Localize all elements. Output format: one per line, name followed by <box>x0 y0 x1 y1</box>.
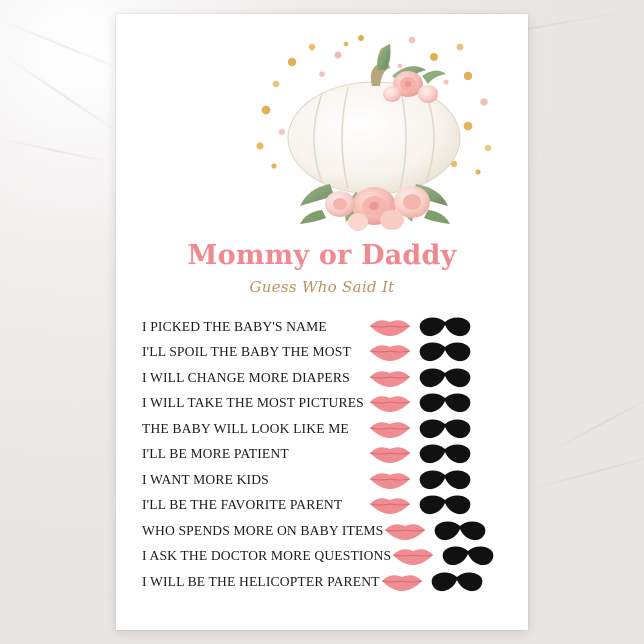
pumpkin-artwork-svg <box>116 14 528 236</box>
question-text: I WILL BE THE HELICOPTER PARENT <box>142 573 380 589</box>
flyer-subtitle: Guess Who Said It <box>249 278 395 296</box>
answer-choices <box>368 367 504 389</box>
marble-vein <box>5 22 126 72</box>
top-floral-cluster <box>377 44 446 103</box>
baby-shower-game-flyer <box>116 14 528 630</box>
answer-choices <box>368 443 504 465</box>
question-list <box>116 314 528 595</box>
pink-lips-icon[interactable] <box>368 393 412 413</box>
black-mustache-icon[interactable] <box>418 443 472 465</box>
list-item <box>142 365 504 391</box>
list-item <box>142 340 504 366</box>
black-mustache-icon[interactable] <box>433 520 487 542</box>
answer-choices <box>368 392 504 414</box>
black-mustache-icon[interactable] <box>418 341 472 363</box>
list-item <box>142 569 504 595</box>
marble-vein <box>3 54 128 139</box>
black-mustache-icon[interactable] <box>418 418 472 440</box>
pink-lips-icon[interactable] <box>368 470 412 490</box>
pink-lips-icon[interactable] <box>383 521 427 541</box>
question-text: I'LL BE THE FAVORITE PARENT <box>142 497 343 513</box>
pink-lips-icon[interactable] <box>368 342 412 362</box>
black-mustache-icon[interactable] <box>418 316 472 338</box>
list-item <box>142 314 504 340</box>
answer-choices <box>380 571 516 593</box>
marble-vein <box>546 387 644 454</box>
answer-choices <box>368 341 504 363</box>
list-item <box>142 493 504 519</box>
question-text: I WILL TAKE THE MOST PICTURES <box>142 395 364 411</box>
black-mustache-icon[interactable] <box>430 571 484 593</box>
pink-lips-icon[interactable] <box>368 419 412 439</box>
pink-lips-icon[interactable] <box>368 444 412 464</box>
question-text: I WANT MORE KIDS <box>142 471 269 487</box>
black-mustache-icon[interactable] <box>441 545 495 567</box>
pink-lips-icon[interactable] <box>368 317 412 337</box>
black-mustache-icon[interactable] <box>418 469 472 491</box>
question-text: I PICKED THE BABY'S NAME <box>142 318 327 334</box>
question-text: I ASK THE DOCTOR MORE QUESTIONS <box>142 548 392 564</box>
pink-lips-icon[interactable] <box>368 495 412 515</box>
pink-lips-icon[interactable] <box>380 572 424 592</box>
marble-vein <box>523 449 644 491</box>
bottom-floral-cluster <box>300 184 450 231</box>
question-text: I'LL BE MORE PATIENT <box>142 446 289 462</box>
answer-choices <box>383 520 519 542</box>
flyer-title: Mommy or Daddy <box>187 240 457 271</box>
pumpkin-floral-illustration <box>116 14 528 236</box>
question-text: THE BABY WILL LOOK LIKE ME <box>142 420 349 436</box>
question-text: WHO SPENDS MORE ON BABY ITEMS <box>142 522 384 538</box>
answer-choices <box>368 418 504 440</box>
answer-choices <box>368 469 504 491</box>
pumpkin-shape <box>288 62 460 194</box>
list-item <box>142 442 504 468</box>
black-mustache-icon[interactable] <box>418 494 472 516</box>
list-item <box>142 544 504 570</box>
black-mustache-icon[interactable] <box>418 392 472 414</box>
answer-choices <box>391 545 527 567</box>
marble-vein <box>1 139 109 163</box>
pink-lips-icon[interactable] <box>368 368 412 388</box>
list-item <box>142 416 504 442</box>
question-text: I WILL CHANGE MORE DIAPERS <box>142 369 350 385</box>
list-item <box>142 467 504 493</box>
list-item <box>142 391 504 417</box>
black-mustache-icon[interactable] <box>418 367 472 389</box>
question-text: I'LL SPOIL THE BABY THE MOST <box>142 344 351 360</box>
list-item <box>142 518 504 544</box>
pink-lips-icon[interactable] <box>391 546 435 566</box>
answer-choices <box>368 494 504 516</box>
answer-choices <box>368 316 504 338</box>
